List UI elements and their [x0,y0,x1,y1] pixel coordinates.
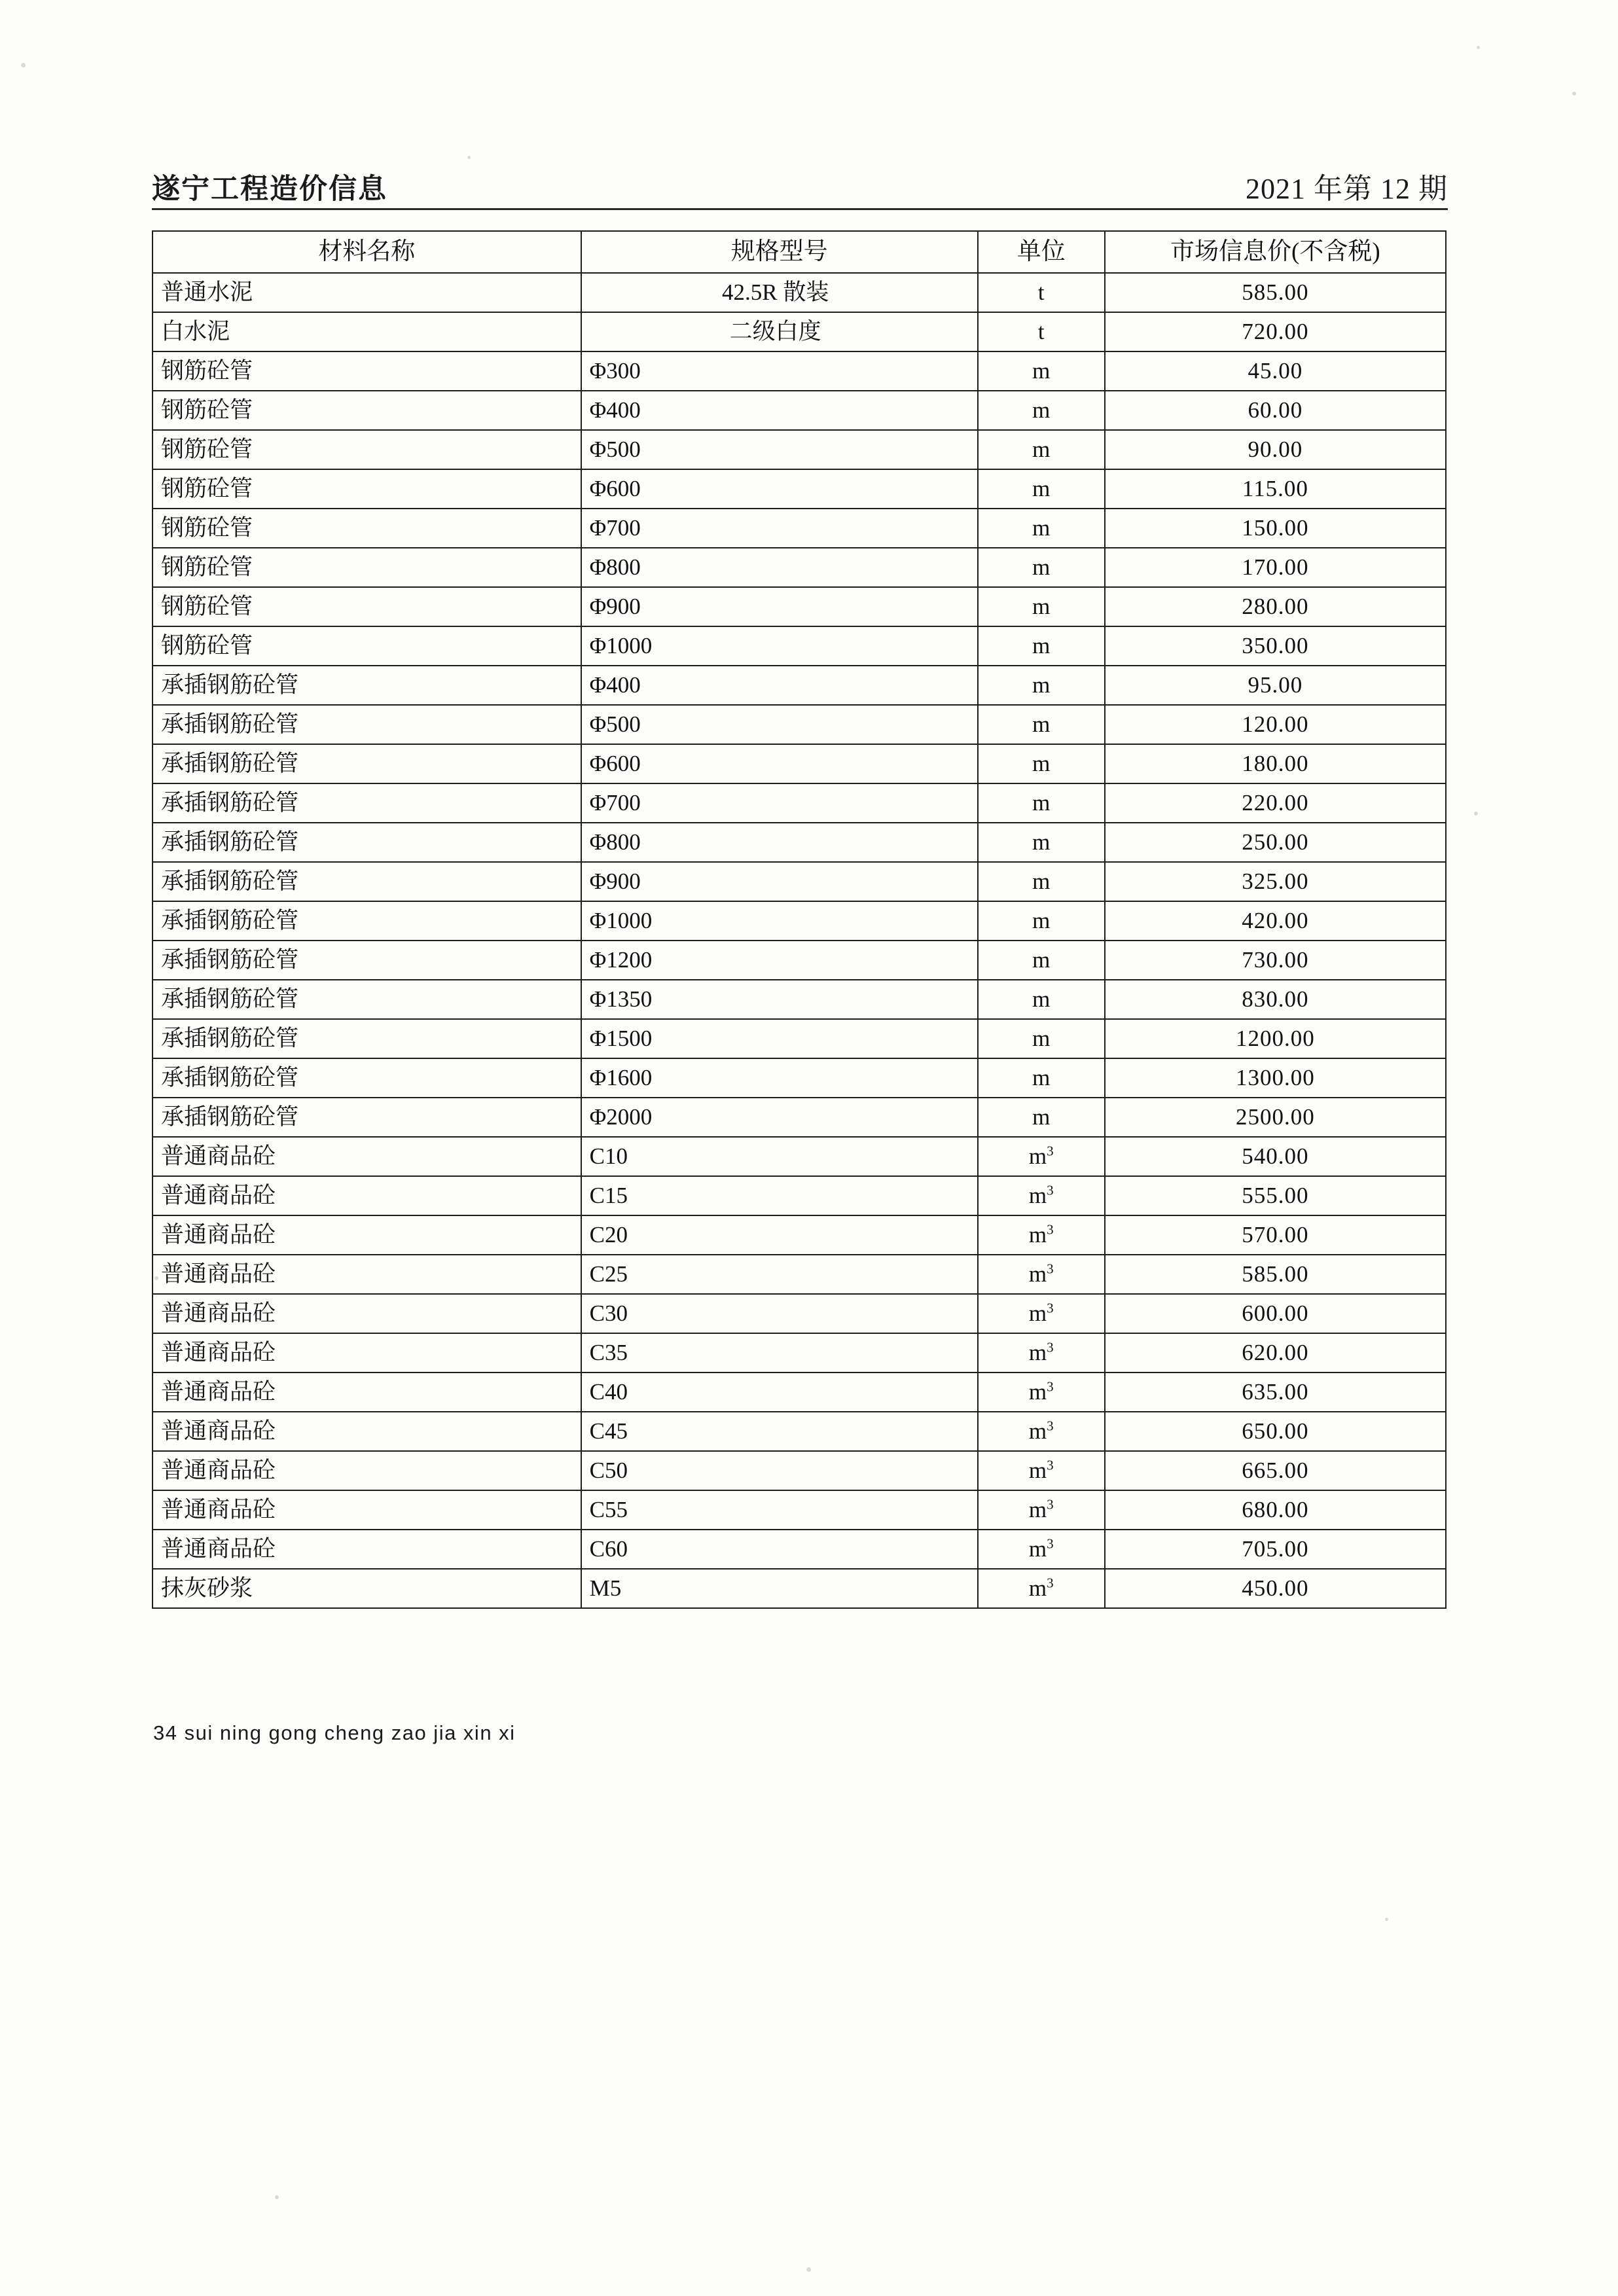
cell-price: 220.00 [1105,783,1446,823]
table-row [153,312,1446,351]
table-row [153,587,1446,626]
cell-material-name: 承插钢筋砼管 [153,862,581,901]
cell-unit [978,273,1105,312]
cell-price: 730.00 [1105,941,1446,980]
cell-spec: C55 [581,1490,978,1530]
unit-text: m [1032,632,1051,658]
cell-price: 620.00 [1105,1333,1446,1372]
cell-price: 705.00 [1105,1530,1446,1569]
cell-unit [978,469,1105,509]
cell-material-name: 钢筋砼管 [153,391,581,430]
cell-spec: Φ900 [581,587,978,626]
cell-price: 635.00 [1105,1372,1446,1412]
unit-text: m [1032,789,1051,816]
table-row [153,705,1446,744]
page-footer: 34 sui ning gong cheng zao jia xin xi [153,1721,516,1744]
cell-price: 1300.00 [1105,1058,1446,1098]
unit-text: m [1028,1496,1047,1522]
unit-text: m [1032,475,1051,501]
cell-price: 2500.00 [1105,1098,1446,1137]
scan-speck [21,63,26,67]
cell-material-name: 承插钢筋砼管 [153,980,581,1019]
cell-spec: Φ1000 [581,626,978,666]
scan-speck [467,156,471,159]
cell-material-name: 承插钢筋砼管 [153,744,581,783]
cell-spec: Φ500 [581,705,978,744]
cell-spec: Φ1000 [581,901,978,941]
cell-unit [978,1215,1105,1255]
cell-price: 650.00 [1105,1412,1446,1451]
cell-price: 570.00 [1105,1215,1446,1255]
cell-spec: Φ600 [581,744,978,783]
page-header [152,165,1448,207]
cell-material-name: 承插钢筋砼管 [153,1019,581,1058]
unit-exponent: 3 [1047,1378,1054,1394]
unit-exponent: 3 [1047,1338,1054,1355]
unit-text: m [1032,907,1051,933]
unit-text: m [1028,1339,1047,1365]
cell-unit [978,1412,1105,1451]
unit-text: m [1028,1378,1047,1405]
cell-unit [978,509,1105,548]
unit-text: m [1032,868,1051,894]
cell-spec: Φ700 [581,509,978,548]
cell-material-name: 白水泥 [153,312,581,351]
table-row [153,1490,1446,1530]
table-row [153,666,1446,705]
price-table-container [152,230,1447,1609]
cell-price: 680.00 [1105,1490,1446,1530]
table-row [153,1412,1446,1451]
cell-unit [978,351,1105,391]
table-row [153,1255,1446,1294]
material-price-table [152,230,1447,1609]
unit-exponent: 3 [1047,1299,1054,1316]
cell-price: 585.00 [1105,1255,1446,1294]
cell-material-name: 钢筋砼管 [153,351,581,391]
column-header-unit: 单位 [978,231,1105,273]
cell-material-name: 承插钢筋砼管 [153,901,581,941]
cell-material-name: 承插钢筋砼管 [153,705,581,744]
cell-material-name: 抹灰砂浆 [153,1569,581,1608]
cell-material-name: 承插钢筋砼管 [153,823,581,862]
unit-text: m [1032,946,1051,973]
cell-spec: C60 [581,1530,978,1569]
unit-text: t [1037,279,1045,305]
cell-price: 585.00 [1105,273,1446,312]
unit-text: m [1032,672,1051,698]
unit-text: m [1032,986,1051,1012]
cell-material-name: 承插钢筋砼管 [153,941,581,980]
unit-text: m [1032,593,1051,619]
table-row [153,783,1446,823]
unit-exponent: 3 [1047,1142,1054,1158]
cell-price: 450.00 [1105,1569,1446,1608]
unit-exponent: 3 [1047,1260,1054,1276]
cell-spec: Φ1200 [581,941,978,980]
table-row [153,430,1446,469]
cell-unit [978,744,1105,783]
cell-material-name: 普通商品砼 [153,1255,581,1294]
table-row [153,1372,1446,1412]
cell-material-name: 承插钢筋砼管 [153,666,581,705]
unit-exponent: 3 [1047,1574,1054,1590]
unit-text: m [1028,1535,1047,1562]
cell-unit [978,901,1105,941]
table-row [153,509,1446,548]
cell-spec: C45 [581,1412,978,1451]
cell-spec: Φ800 [581,548,978,587]
cell-spec: Φ400 [581,666,978,705]
unit-text: m [1028,1575,1047,1601]
unit-exponent: 3 [1047,1456,1054,1473]
cell-material-name: 钢筋砼管 [153,430,581,469]
cell-price: 170.00 [1105,548,1446,587]
scan-speck [806,2267,811,2272]
table-row [153,469,1446,509]
cell-material-name: 钢筋砼管 [153,509,581,548]
cell-material-name: 普通商品砼 [153,1490,581,1530]
cell-spec: C40 [581,1372,978,1412]
cell-spec: Φ400 [581,391,978,430]
table-row [153,391,1446,430]
unit-exponent: 3 [1047,1221,1054,1237]
unit-text: m [1028,1261,1047,1287]
unit-text: m [1032,357,1051,384]
cell-material-name: 承插钢筋砼管 [153,1098,581,1137]
scan-speck [1572,92,1576,96]
cell-unit [978,548,1105,587]
cell-unit [978,783,1105,823]
cell-spec: 二级白度 [581,312,978,351]
unit-text: t [1037,318,1045,344]
unit-text: m [1028,1143,1047,1169]
cell-spec: C25 [581,1255,978,1294]
table-row [153,744,1446,783]
unit-exponent: 3 [1047,1181,1054,1198]
cell-unit [978,1137,1105,1176]
cell-spec: C30 [581,1294,978,1333]
cell-price: 600.00 [1105,1294,1446,1333]
cell-spec: Φ1500 [581,1019,978,1058]
cell-spec: Φ2000 [581,1098,978,1137]
unit-text: m [1032,829,1051,855]
cell-material-name: 钢筋砼管 [153,469,581,509]
cell-unit [978,941,1105,980]
publication-title: 遂宁工程造价信息 [152,173,387,205]
cell-spec: Φ800 [581,823,978,862]
cell-price: 540.00 [1105,1137,1446,1176]
unit-text: m [1032,750,1051,776]
unit-text: m [1032,514,1051,541]
scan-speck [1477,46,1480,49]
cell-spec: C50 [581,1451,978,1490]
cell-unit [978,1255,1105,1294]
cell-unit [978,1176,1105,1215]
unit-exponent: 3 [1047,1496,1054,1512]
cell-spec: C10 [581,1137,978,1176]
cell-price: 250.00 [1105,823,1446,862]
unit-text: m [1028,1300,1047,1326]
table-row [153,1530,1446,1569]
cell-unit [978,312,1105,351]
table-row [153,1294,1446,1333]
cell-unit [978,391,1105,430]
cell-material-name: 承插钢筋砼管 [153,1058,581,1098]
cell-unit [978,1490,1105,1530]
cell-unit [978,1294,1105,1333]
cell-price: 95.00 [1105,666,1446,705]
column-header-spec: 规格型号 [581,231,978,273]
unit-exponent: 3 [1047,1417,1054,1433]
cell-material-name: 普通商品砼 [153,1294,581,1333]
table-row [153,980,1446,1019]
table-header-row [153,231,1446,273]
table-row [153,1058,1446,1098]
unit-text: m [1032,1103,1051,1130]
cell-price: 280.00 [1105,587,1446,626]
cell-price: 350.00 [1105,626,1446,666]
cell-material-name: 普通商品砼 [153,1530,581,1569]
unit-text: m [1032,1064,1051,1090]
cell-unit [978,1530,1105,1569]
cell-spec: Φ500 [581,430,978,469]
cell-material-name: 普通商品砼 [153,1333,581,1372]
cell-spec: Φ1600 [581,1058,978,1098]
cell-price: 120.00 [1105,705,1446,744]
issue-label: 2021 年第 12 期 [1246,173,1448,205]
scan-speck [275,2195,279,2199]
table-row [153,1333,1446,1372]
cell-unit [978,430,1105,469]
cell-unit [978,587,1105,626]
cell-unit [978,705,1105,744]
table-row [153,351,1446,391]
cell-unit [978,1019,1105,1058]
unit-text: m [1032,436,1051,462]
cell-unit [978,823,1105,862]
cell-spec: Φ700 [581,783,978,823]
cell-price: 830.00 [1105,980,1446,1019]
scan-speck [1474,812,1478,816]
cell-unit [978,1569,1105,1608]
cell-spec: C20 [581,1215,978,1255]
unit-text: m [1028,1457,1047,1483]
cell-spec: Φ1350 [581,980,978,1019]
cell-unit [978,980,1105,1019]
table-row [153,862,1446,901]
table-body [153,273,1446,1608]
table-row [153,1451,1446,1490]
cell-price: 665.00 [1105,1451,1446,1490]
cell-material-name: 钢筋砼管 [153,548,581,587]
cell-price: 90.00 [1105,430,1446,469]
cell-material-name: 钢筋砼管 [153,587,581,626]
cell-unit [978,1333,1105,1372]
cell-spec: C15 [581,1176,978,1215]
table-row [153,1569,1446,1608]
cell-material-name: 普通商品砼 [153,1137,581,1176]
cell-spec: M5 [581,1569,978,1608]
unit-text: m [1032,554,1051,580]
cell-unit [978,1058,1105,1098]
cell-unit [978,862,1105,901]
table-row [153,1098,1446,1137]
cell-material-name: 钢筋砼管 [153,626,581,666]
cell-spec: 42.5R 散装 [581,273,978,312]
unit-exponent: 3 [1047,1535,1054,1551]
table-row [153,548,1446,587]
unit-text: m [1028,1418,1047,1444]
cell-material-name: 普通水泥 [153,273,581,312]
cell-price: 720.00 [1105,312,1446,351]
cell-material-name: 普通商品砼 [153,1176,581,1215]
cell-spec: Φ300 [581,351,978,391]
cell-price: 45.00 [1105,351,1446,391]
cell-unit [978,1098,1105,1137]
cell-price: 325.00 [1105,862,1446,901]
header-divider [152,208,1448,210]
cell-price: 555.00 [1105,1176,1446,1215]
cell-price: 1200.00 [1105,1019,1446,1058]
table-row [153,273,1446,312]
cell-unit [978,1372,1105,1412]
cell-material-name: 普通商品砼 [153,1215,581,1255]
cell-material-name: 普通商品砼 [153,1412,581,1451]
cell-price: 115.00 [1105,469,1446,509]
unit-text: m [1032,1025,1051,1051]
table-row [153,1215,1446,1255]
table-row [153,1019,1446,1058]
column-header-price: 市场信息价(不含税) [1105,231,1446,273]
cell-price: 420.00 [1105,901,1446,941]
table-row [153,901,1446,941]
cell-price: 180.00 [1105,744,1446,783]
table-row [153,1137,1446,1176]
scan-speck [1385,1918,1388,1921]
table-row [153,941,1446,980]
cell-material-name: 承插钢筋砼管 [153,783,581,823]
cell-spec: Φ600 [581,469,978,509]
cell-spec: Φ900 [581,862,978,901]
unit-text: m [1028,1221,1047,1247]
unit-text: m [1028,1182,1047,1208]
column-header-material-name: 材料名称 [153,231,581,273]
cell-spec: C35 [581,1333,978,1372]
cell-price: 150.00 [1105,509,1446,548]
cell-unit [978,666,1105,705]
unit-text: m [1032,397,1051,423]
cell-unit [978,626,1105,666]
cell-unit [978,1451,1105,1490]
cell-material-name: 普通商品砼 [153,1372,581,1412]
table-row [153,626,1446,666]
unit-text: m [1032,711,1051,737]
table-row [153,1176,1446,1215]
cell-price: 60.00 [1105,391,1446,430]
table-row [153,823,1446,862]
cell-material-name: 普通商品砼 [153,1451,581,1490]
